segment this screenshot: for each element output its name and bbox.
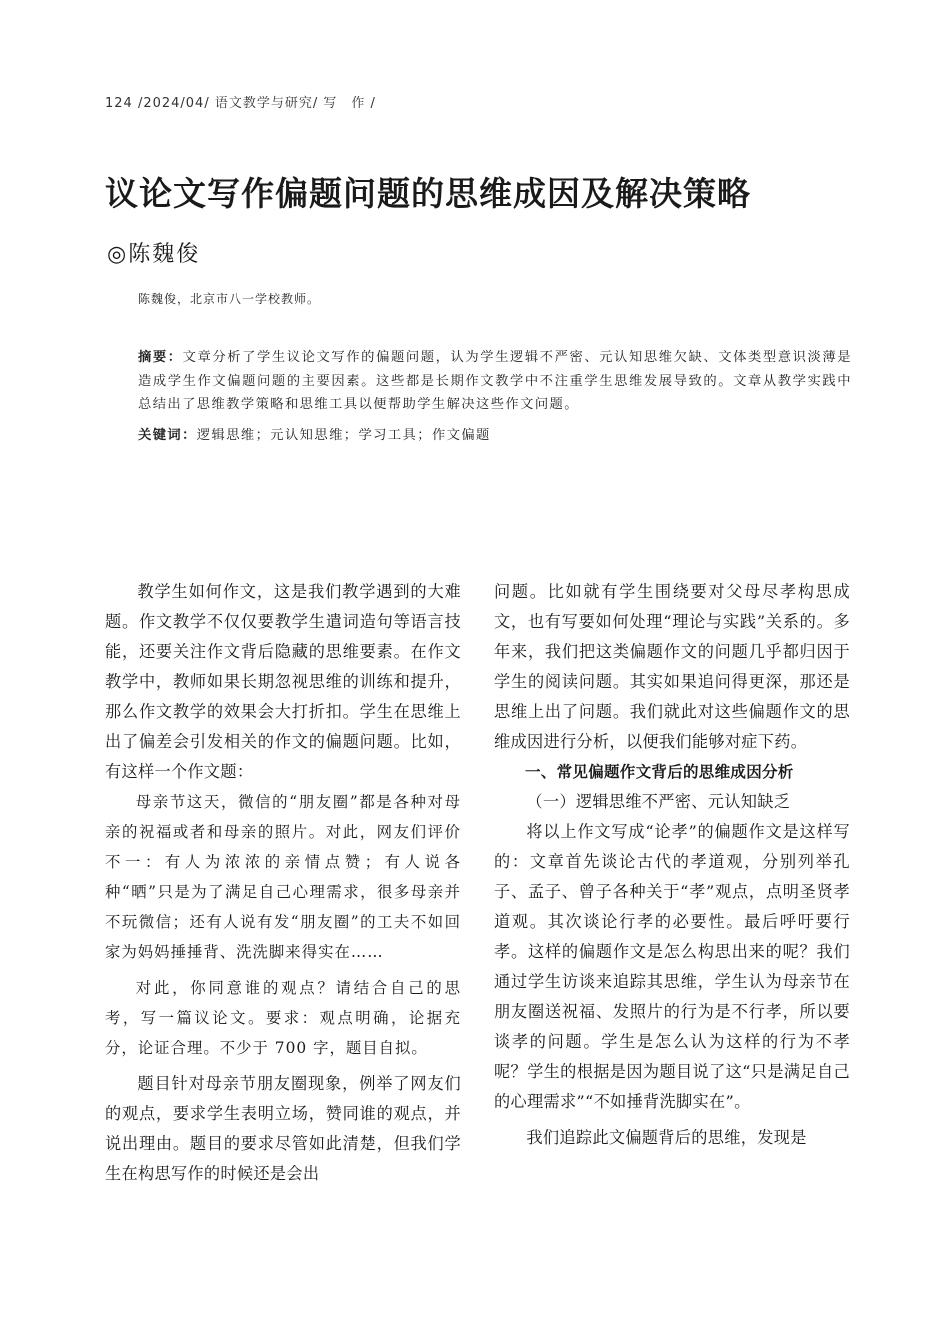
author-byline: ◎陈魏俊 bbox=[107, 242, 201, 267]
keywords bbox=[138, 424, 852, 448]
body-paragraph: 题目针对母亲节朋友圈现象，例举了网友们的观点，要求学生表明立场，赞同谁的观点，并说出理由。题目的要求尽管如此清楚，但我们学生在构思写作的时候还是会出 bbox=[105, 1074, 461, 1183]
body-paragraph: 将以上作文写成“论孝”的偏题作文是这样写的：文章首先谈论古代的孝道观，分别列举孔子、孟子、曾子各种关于“孝”观点，点明圣贤孝道观。其次谈论行孝的必要性。最后呼吁要行孝。这样的偏题作文是怎么构思出来的呢？我们通过学生访谈来追踪其思维，学生认为母亲节在朋友圈送祝福、发照片的行为是不行孝，所以要谈孝的问题。学生是怎么认为这样的行为不孝呢？学生的根据是因为题目说了这“只是满足自己的心理需求”“不如捶背洗脚实在”。 bbox=[494, 822, 850, 1111]
abstract bbox=[138, 346, 852, 417]
body-paragraph: 教学生如何作文，这是我们教学遇到的大难题。作文教学不仅仅要教学生遣词造句等语言技能，还要关注作文背后隐藏的思维要素。在作文教学中，教师如果长期忽视思维的训练和提升，那么作文教学的效果会大打折扣。学生在思维上出了偏差会引发相关的作文的偏题问题。比如，有这样一个作文题： bbox=[105, 582, 461, 781]
body-column-right bbox=[494, 577, 850, 1153]
subsection-heading: （一）逻辑思维不严密、元认知缺乏 bbox=[526, 792, 791, 811]
abstract-text: 文章分析了学生议论文写作的偏题问题，认为学生逻辑不严密、元认知思维欠缺、文体类型意识淡薄是造成学生作文偏题问题的主要因素。这些都是长期作文教学中不注重学生思维发展导致的。文章从教学实践中总结出了思维教学策略和思维工具以便帮助学生解决这些作文问题。 bbox=[138, 350, 852, 412]
body-column-left bbox=[105, 577, 461, 1189]
abstract-label: 摘要： bbox=[138, 350, 183, 365]
keywords-label: 关键词： bbox=[138, 428, 197, 443]
keywords-text: 逻辑思维；元认知思维；学习工具；作文偏题 bbox=[196, 428, 491, 443]
running-head: 124 /2024/04/ 语文教学与研究/ 写 作 / bbox=[105, 96, 376, 111]
essay-prompt-instruction: 对此，你同意谁的观点？请结合自己的思考，写一篇议论文。要求：观点明确，论据充分，论证合理。不少于 700 字，题目自拟。 bbox=[105, 979, 461, 1057]
author-note: 陈魏俊，北京市八一学校教师。 bbox=[138, 292, 321, 306]
section-heading: 一、常见偏题作文背后的思维成因分析 bbox=[525, 763, 794, 781]
article-title: 议论文写作偏题问题的思维成因及解决策略 bbox=[105, 174, 751, 213]
body-paragraph: 我们追踪此文偏题背后的思维，发现是 bbox=[526, 1128, 807, 1147]
body-paragraph: 问题。比如就有学生围绕要对父母尽孝构思成文，也有写要如何处理“理论与实践”关系的。多年来，我们把这类偏题作文的问题几乎都归因于学生的阅读问题。其实如果追问得更深，那还是思维上出了问题。我们就此对这些偏题作文的思维成因进行分析，以便我们能够对症下药。 bbox=[494, 582, 850, 751]
essay-prompt-quote: 母亲节这天，微信的“朋友圈”都是各种对母亲的祝福或者和母亲的照片。对此，网友们评价不一：有人为浓浓的亲情点赞；有人说各种“晒”只是为了满足自己心理需求，很多母亲并不玩微信；还有人说有发“朋友圈”的工夫不如回家为妈妈捶捶背、洗洗脚来得实在…… bbox=[105, 793, 461, 961]
